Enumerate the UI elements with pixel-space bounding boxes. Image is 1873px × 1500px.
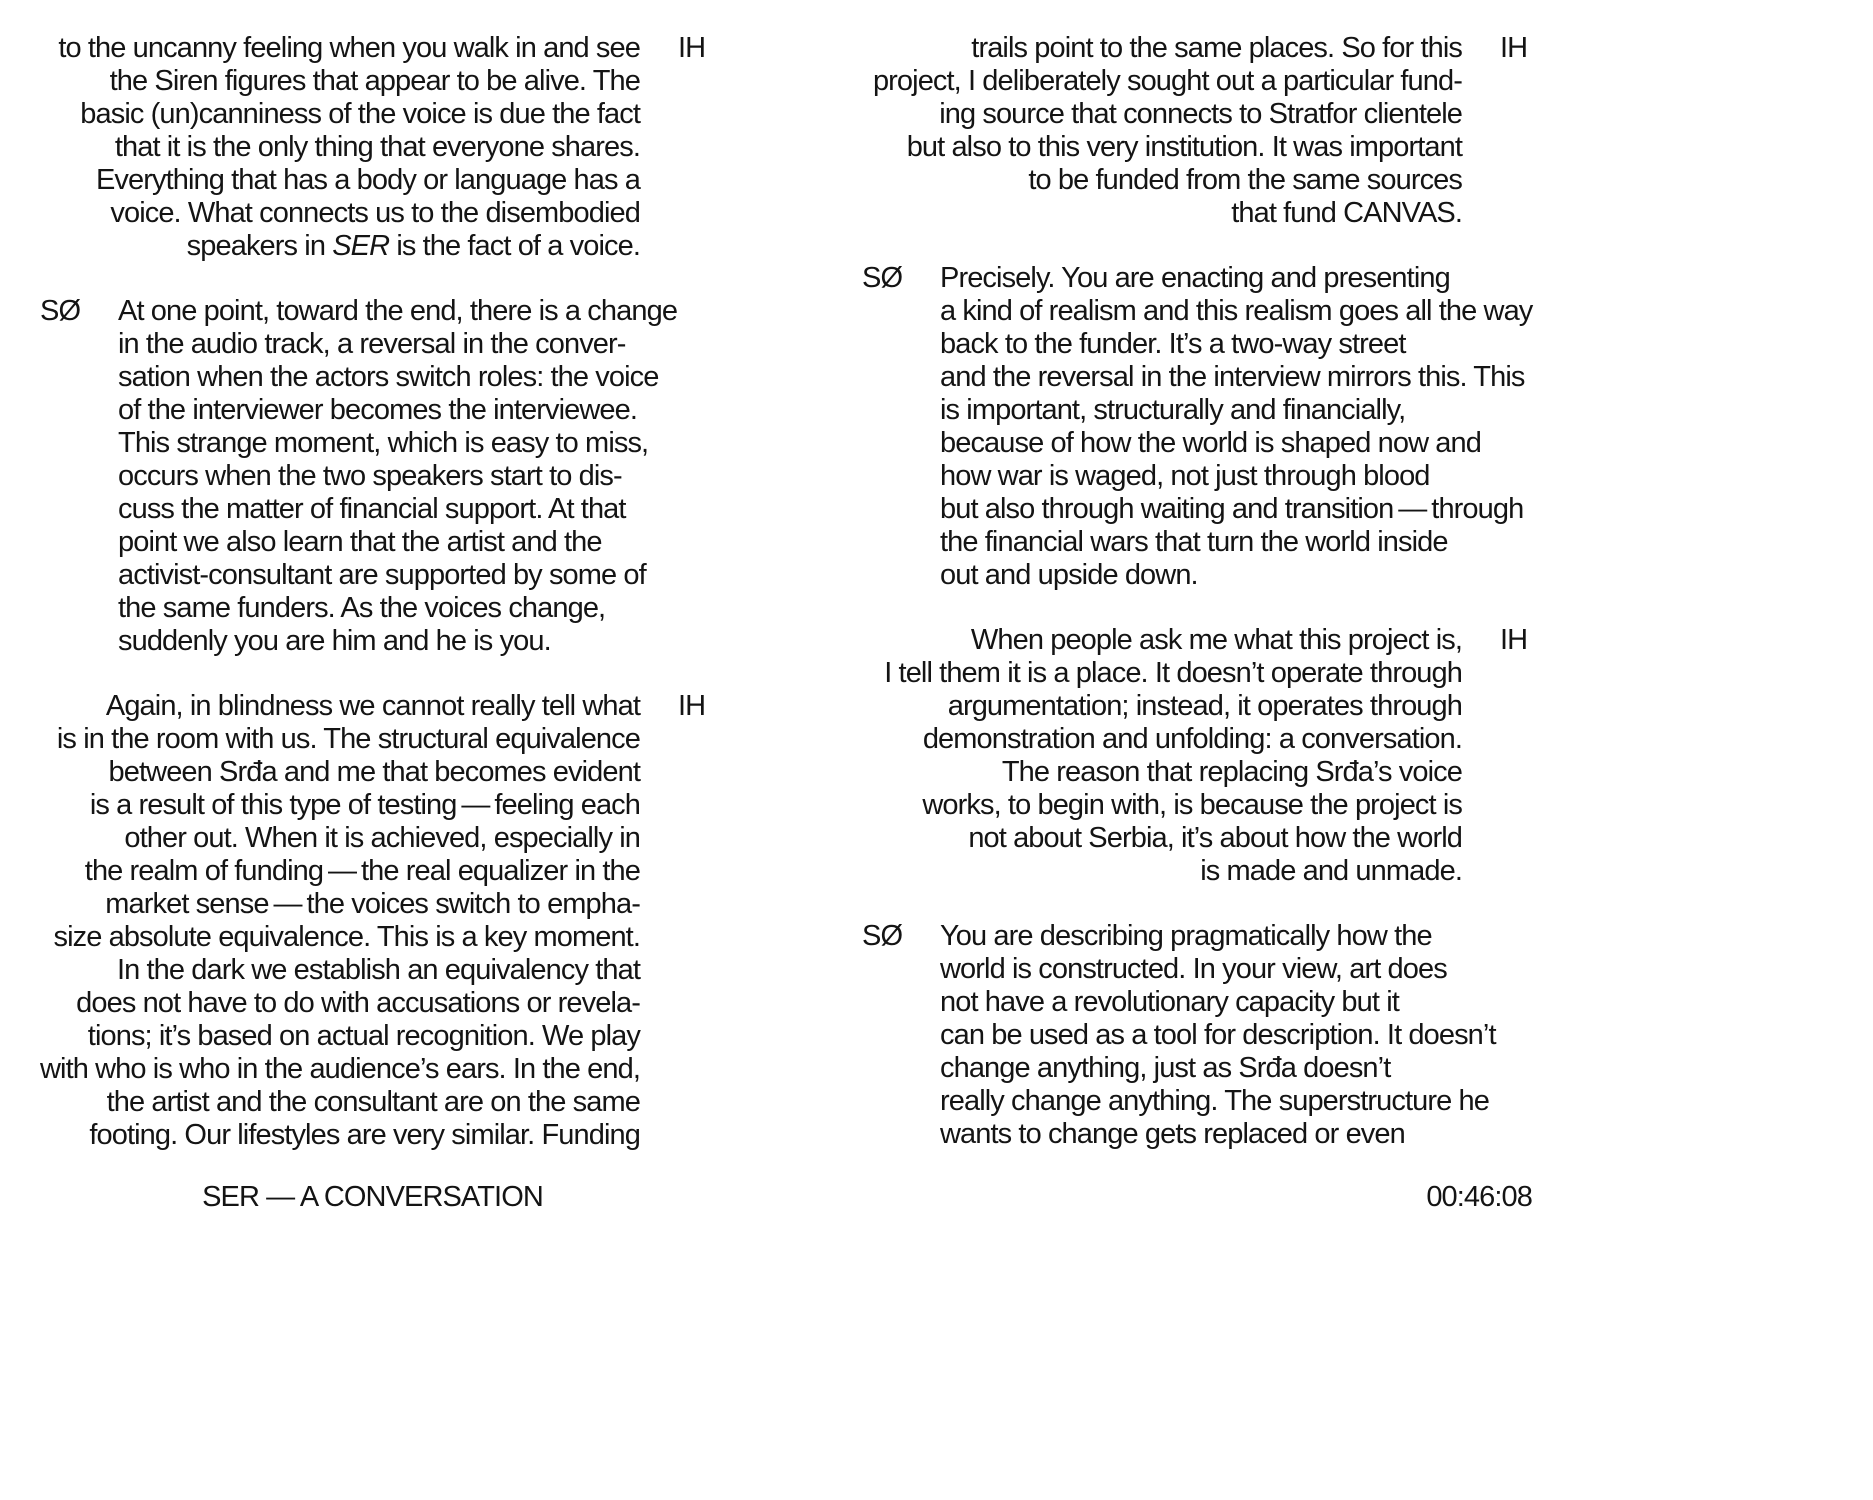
text-line: At one point, toward the end, there is a change bbox=[118, 295, 678, 327]
text-line: cuss the matter of financial support. At that bbox=[118, 493, 626, 525]
text-line: Precisely. You are enacting and presenting bbox=[940, 262, 1450, 294]
text-line: basic (un)canniness of the voice is due the fact bbox=[80, 98, 640, 130]
paragraph-speaker-ih bbox=[40, 690, 706, 1152]
text-line: tions; it’s based on actual recognition. We play bbox=[87, 1020, 640, 1052]
text-line: to the uncanny feeling when you walk in and see bbox=[58, 32, 640, 64]
text-line: to be funded from the same sources bbox=[1028, 164, 1462, 196]
speaker-label: IH bbox=[1500, 624, 1528, 656]
text-line: a kind of realism and this realism goes all the way bbox=[940, 295, 1533, 327]
text-line: world is constructed. In your view, art does bbox=[940, 953, 1447, 985]
paragraph-speaker-so bbox=[862, 920, 1496, 1151]
text-line: not have a revolutionary capacity but it bbox=[940, 986, 1399, 1018]
text-line: point we also learn that the artist and the bbox=[118, 526, 602, 558]
text-line: In the dark we establish an equivalency that bbox=[116, 954, 640, 986]
text-line: the realm of funding — the real equalizer in the bbox=[84, 855, 640, 887]
text-line: ing source that connects to Stratfor clientele bbox=[939, 98, 1462, 130]
text-column-right bbox=[862, 32, 1533, 1183]
text-line: is important, structurally and financially, bbox=[940, 394, 1406, 426]
text-column-left bbox=[40, 32, 706, 1184]
text-line: is made and unmade. bbox=[1200, 855, 1462, 887]
text-line: how war is waged, not just through blood bbox=[940, 460, 1430, 492]
paragraph-speaker-so bbox=[862, 262, 1533, 592]
text-line: does not have to do with accusations or revela- bbox=[76, 987, 640, 1019]
text-line: but also through waiting and transition — through bbox=[940, 493, 1524, 525]
text-line: size absolute equivalence. This is a key moment. bbox=[53, 921, 640, 953]
text-line: other out. When it is achieved, especially in bbox=[124, 822, 640, 854]
speaker-label: IH bbox=[1500, 32, 1528, 64]
text-line: sation when the actors switch roles: the voice bbox=[118, 361, 659, 393]
text-line: and the reversal in the interview mirrors this. This bbox=[940, 361, 1525, 393]
text-line: occurs when the two speakers start to dis- bbox=[118, 460, 622, 492]
text-line: change anything, just as Srđa doesn’t bbox=[940, 1052, 1391, 1084]
text-line: that fund CANVAS. bbox=[1231, 197, 1462, 229]
text-line: This strange moment, which is easy to miss, bbox=[118, 427, 649, 459]
text-line: speakers in SER is the fact of a voice. bbox=[186, 230, 640, 262]
text-line: You are describing pragmatically how the bbox=[940, 920, 1432, 952]
speaker-label: SØ bbox=[40, 295, 81, 327]
text-line: activist-consultant are supported by some of bbox=[118, 559, 646, 591]
text-line: the Siren figures that appear to be alive. The bbox=[109, 65, 640, 97]
text-line: argumentation; instead, it operates through bbox=[947, 690, 1462, 722]
paragraph-speaker-ih bbox=[862, 32, 1528, 230]
text-line: When people ask me what this project is, bbox=[970, 624, 1462, 656]
text-line: the artist and the consultant are on the same bbox=[106, 1086, 640, 1118]
text-line: voice. What connects us to the disembodied bbox=[110, 197, 640, 229]
text-line: trails point to the same places. So for this bbox=[971, 32, 1462, 64]
paragraph-speaker-ih bbox=[40, 32, 706, 263]
text-line: the same funders. As the voices change, bbox=[118, 592, 606, 624]
text-line: is a result of this type of testing — feeling each bbox=[89, 789, 640, 821]
text-line: market sense — the voices switch to empha- bbox=[105, 888, 640, 920]
text-line: because of how the world is shaped now and bbox=[940, 427, 1481, 459]
text-line: between Srđa and me that becomes evident bbox=[108, 756, 640, 788]
text-line: really change anything. The superstructure he bbox=[940, 1085, 1489, 1117]
text-line: that it is the only thing that everyone shares. bbox=[114, 131, 640, 163]
text-line: Again, in blindness we cannot really tell what bbox=[105, 690, 640, 722]
speaker-label: IH bbox=[678, 32, 706, 64]
text-line: works, to begin with, is because the project is bbox=[922, 789, 1462, 821]
speaker-label: IH bbox=[678, 690, 706, 722]
text-line: in the audio track, a reversal in the conver- bbox=[118, 328, 626, 360]
text-line: project, I deliberately sought out a particular fund- bbox=[872, 65, 1462, 97]
speaker-label: SØ bbox=[862, 920, 903, 952]
text-line: wants to change gets replaced or even bbox=[940, 1118, 1405, 1150]
text-line: but also to this very institution. It was important bbox=[906, 131, 1462, 163]
text-line: not about Serbia, it’s about how the world bbox=[968, 822, 1462, 854]
text-line: demonstration and unfolding: a conversation. bbox=[922, 723, 1462, 755]
text-line: out and upside down. bbox=[940, 559, 1198, 591]
text-line: The reason that replacing Srđa’s voice bbox=[1001, 756, 1462, 788]
paragraph-speaker-ih bbox=[862, 624, 1528, 888]
text-line: can be used as a tool for description. It doesn’t bbox=[940, 1019, 1496, 1051]
text-line: back to the funder. It’s a two-way street bbox=[940, 328, 1406, 360]
text-line: suddenly you are him and he is you. bbox=[118, 625, 551, 657]
text-line: with who is who in the audience’s ears. In the end, bbox=[40, 1053, 641, 1085]
timecode: 00:46:08 bbox=[1426, 1181, 1532, 1213]
text-line: of the interviewer becomes the interviewee. bbox=[118, 394, 638, 426]
text-line: Everything that has a body or language has a bbox=[95, 164, 640, 196]
text-line: footing. Our lifestyles are very similar. Funding bbox=[89, 1119, 640, 1151]
page-title: SER — A CONVERSATION bbox=[202, 1181, 543, 1213]
text-line: I tell them it is a place. It doesn’t operate through bbox=[884, 657, 1462, 689]
paragraph-speaker-so bbox=[40, 295, 678, 658]
speaker-label: SØ bbox=[862, 262, 903, 294]
text-line: is in the room with us. The structural equivalence bbox=[56, 723, 640, 755]
text-line: the financial wars that turn the world inside bbox=[940, 526, 1448, 558]
